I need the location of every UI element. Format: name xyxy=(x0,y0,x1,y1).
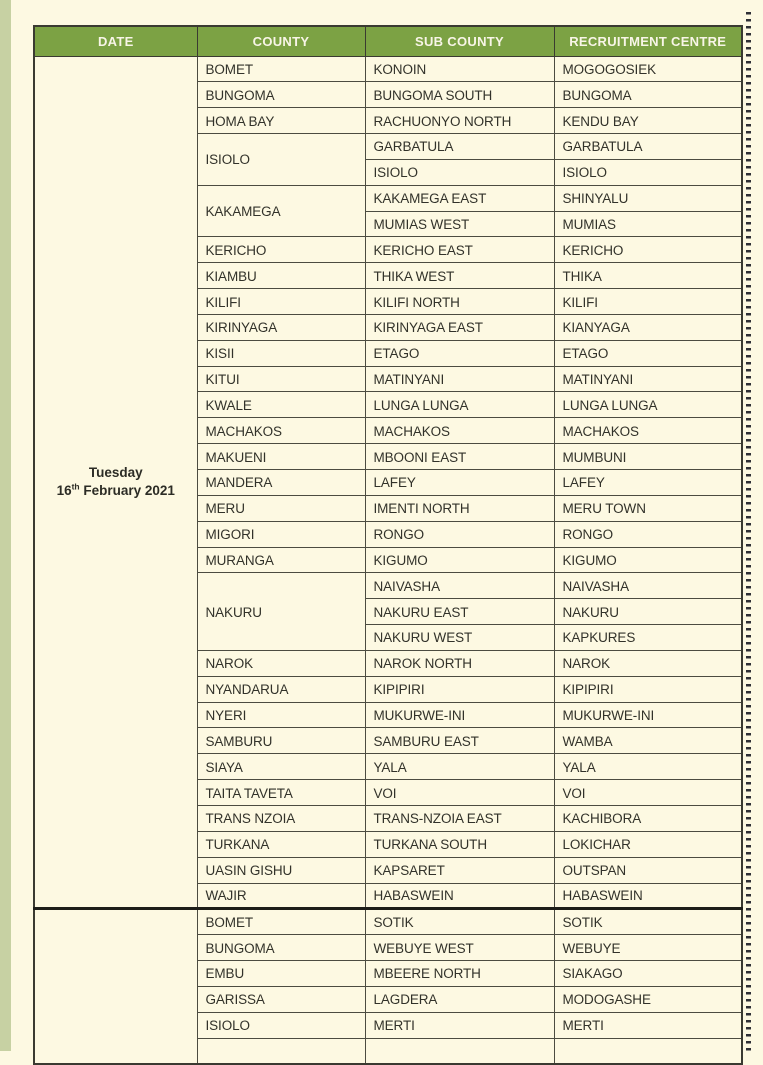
sub-county-cell: BUNGOMA SOUTH xyxy=(365,82,554,108)
table-row xyxy=(34,909,742,935)
sub-county-cell: MERTI xyxy=(365,1012,554,1038)
recruitment-centre-cell: KIANYAGA xyxy=(554,314,742,340)
county-cell: HOMA BAY xyxy=(197,108,365,134)
county-cell: NAKURU xyxy=(197,573,365,651)
recruitment-centre-cell: RONGO xyxy=(554,521,742,547)
sub-county-cell: MBEERE NORTH xyxy=(365,961,554,987)
sub-county-cell: NAIVASHA xyxy=(365,573,554,599)
recruitment-centre-cell: MODOGASHE xyxy=(554,986,742,1012)
recruitment-centre-cell: THIKA xyxy=(554,263,742,289)
sub-county-cell: KIPIPIRI xyxy=(365,676,554,702)
sub-county-cell: YALA xyxy=(365,754,554,780)
table-body xyxy=(34,56,742,1064)
recruitment-centre-cell: HABASWEIN xyxy=(554,883,742,909)
county-cell: KAKAMEGA xyxy=(197,185,365,237)
county-cell: MURANGA xyxy=(197,547,365,573)
table-row xyxy=(34,56,742,82)
date-weekday: Tuesday xyxy=(88,464,143,480)
recruitment-centre-cell: KIPIPIRI xyxy=(554,676,742,702)
county-cell: MAKUENI xyxy=(197,444,365,470)
table-header xyxy=(34,26,742,56)
header-row xyxy=(34,26,742,56)
sub-county-cell: NAKURU EAST xyxy=(365,599,554,625)
header-county: COUNTY xyxy=(197,26,365,56)
sub-county-cell: RACHUONYO NORTH xyxy=(365,108,554,134)
county-cell: KIAMBU xyxy=(197,263,365,289)
county-cell: SIAYA xyxy=(197,754,365,780)
county-cell: NAROK xyxy=(197,650,365,676)
sub-county-cell: MUKURWE-INI xyxy=(365,702,554,728)
recruitment-schedule-table xyxy=(33,25,743,1065)
recruitment-centre-cell: MUMIAS xyxy=(554,211,742,237)
recruitment-centre-cell: GARBATULA xyxy=(554,134,742,160)
recruitment-centre-cell: NAIVASHA xyxy=(554,573,742,599)
recruitment-centre-cell: SHINYALU xyxy=(554,185,742,211)
sub-county-cell: KAKAMEGA EAST xyxy=(365,185,554,211)
county-cell: SAMBURU xyxy=(197,728,365,754)
recruitment-centre-cell: OUTSPAN xyxy=(554,857,742,883)
recruitment-centre-cell: NAKURU xyxy=(554,599,742,625)
county-cell: BOMET xyxy=(197,909,365,935)
sub-county-cell: KILIFI NORTH xyxy=(365,289,554,315)
county-cell: GARISSA xyxy=(197,986,365,1012)
county-cell: KIRINYAGA xyxy=(197,314,365,340)
county-cell: MIGORI xyxy=(197,521,365,547)
recruitment-centre-cell: MERU TOWN xyxy=(554,495,742,521)
sub-county-cell: LAGDERA xyxy=(365,986,554,1012)
sub-county-cell: KAPSARET xyxy=(365,857,554,883)
county-cell: ISIOLO xyxy=(197,1012,365,1038)
sub-county-cell: ETAGO xyxy=(365,340,554,366)
sub-county-cell: GARBATULA xyxy=(365,134,554,160)
recruitment-centre-cell: KACHIBORA xyxy=(554,805,742,831)
county-cell: MACHAKOS xyxy=(197,418,365,444)
date-cell xyxy=(34,56,197,909)
county-cell: BOMET xyxy=(197,56,365,82)
county-cell: KILIFI xyxy=(197,289,365,315)
county-cell: MANDERA xyxy=(197,470,365,496)
county-cell: WAJIR xyxy=(197,883,365,909)
sub-county-cell: LAFEY xyxy=(365,470,554,496)
sub-county-cell: SOTIK xyxy=(365,909,554,935)
county-cell: EMBU xyxy=(197,961,365,987)
sub-county-cell: VOI xyxy=(365,780,554,806)
date-ordinal: th xyxy=(71,481,80,492)
county-cell: KISII xyxy=(197,340,365,366)
sub-county-cell: SAMBURU EAST xyxy=(365,728,554,754)
county-cell: NYANDARUA xyxy=(197,676,365,702)
county-cell: MERU xyxy=(197,495,365,521)
recruitment-centre-cell: NAROK xyxy=(554,650,742,676)
recruitment-centre-cell: VOI xyxy=(554,780,742,806)
sub-county-cell: TURKANA SOUTH xyxy=(365,831,554,857)
sub-county-cell: WEBUYE WEST xyxy=(365,935,554,961)
recruitment-centre-cell: SIAKAGO xyxy=(554,961,742,987)
county-cell: TRANS NZOIA xyxy=(197,805,365,831)
sub-county-cell: MBOONI EAST xyxy=(365,444,554,470)
recruitment-centre-cell: MATINYANI xyxy=(554,366,742,392)
sub-county-cell: NAKURU WEST xyxy=(365,625,554,651)
sub-county-cell: THIKA WEST xyxy=(365,263,554,289)
header-recruitment-centre: RECRUITMENT CENTRE xyxy=(554,26,742,56)
header-date: DATE xyxy=(34,26,197,56)
sub-county-cell: ISIOLO xyxy=(365,159,554,185)
recruitment-centre-cell: MERTI xyxy=(554,1012,742,1038)
sub-county-cell: KIGUMO xyxy=(365,547,554,573)
county-cell: TURKANA xyxy=(197,831,365,857)
perforation-dashes-icon xyxy=(746,12,751,1051)
county-cell: KERICHO xyxy=(197,237,365,263)
county-cell: NYERI xyxy=(197,702,365,728)
sub-county-cell: HABASWEIN xyxy=(365,883,554,909)
date-full: 16th February 2021 xyxy=(56,481,175,498)
county-cell: TAITA TAVETA xyxy=(197,780,365,806)
sub-county-cell: LUNGA LUNGA xyxy=(365,392,554,418)
recruitment-centre-cell: KAPKURES xyxy=(554,625,742,651)
sub-county-cell: IMENTI NORTH xyxy=(365,495,554,521)
sub-county-cell: TRANS-NZOIA EAST xyxy=(365,805,554,831)
date-cell xyxy=(34,909,197,1064)
recruitment-centre-cell: BUNGOMA xyxy=(554,82,742,108)
county-cell: BUNGOMA xyxy=(197,82,365,108)
county-cell: BUNGOMA xyxy=(197,935,365,961)
recruitment-centre-cell: KILIFI xyxy=(554,289,742,315)
recruitment-centre-cell: MUKURWE-INI xyxy=(554,702,742,728)
sub-county-cell: KIRINYAGA EAST xyxy=(365,314,554,340)
recruitment-centre-cell: WEBUYE xyxy=(554,935,742,961)
recruitment-centre-cell: WAMBA xyxy=(554,728,742,754)
county-cell: ISIOLO xyxy=(197,134,365,186)
recruitment-centre-cell: LOKICHAR xyxy=(554,831,742,857)
sub-county-cell: MATINYANI xyxy=(365,366,554,392)
county-cell: UASIN GISHU xyxy=(197,857,365,883)
recruitment-centre-cell: SOTIK xyxy=(554,909,742,935)
header-sub-county: SUB COUNTY xyxy=(365,26,554,56)
recruitment-centre-cell: MUMBUNI xyxy=(554,444,742,470)
county-cell: KWALE xyxy=(197,392,365,418)
county-cell: KITUI xyxy=(197,366,365,392)
recruitment-centre-cell: MACHAKOS xyxy=(554,418,742,444)
recruitment-centre-cell: KENDU BAY xyxy=(554,108,742,134)
sub-county-cell: KONOIN xyxy=(365,56,554,82)
page-margin-strip xyxy=(0,0,11,1051)
recruitment-centre-cell: LUNGA LUNGA xyxy=(554,392,742,418)
sub-county-cell: MUMIAS WEST xyxy=(365,211,554,237)
recruitment-centre-cell: MOGOGOSIEK xyxy=(554,56,742,82)
recruitment-centre-cell: ISIOLO xyxy=(554,159,742,185)
recruitment-centre-cell: YALA xyxy=(554,754,742,780)
sub-county-cell: KERICHO EAST xyxy=(365,237,554,263)
sub-county-cell: NAROK NORTH xyxy=(365,650,554,676)
sub-county-cell: MACHAKOS xyxy=(365,418,554,444)
recruitment-centre-cell: KERICHO xyxy=(554,237,742,263)
recruitment-centre-cell: LAFEY xyxy=(554,470,742,496)
recruitment-centre-cell: ETAGO xyxy=(554,340,742,366)
recruitment-centre-cell: KIGUMO xyxy=(554,547,742,573)
sub-county-cell: RONGO xyxy=(365,521,554,547)
